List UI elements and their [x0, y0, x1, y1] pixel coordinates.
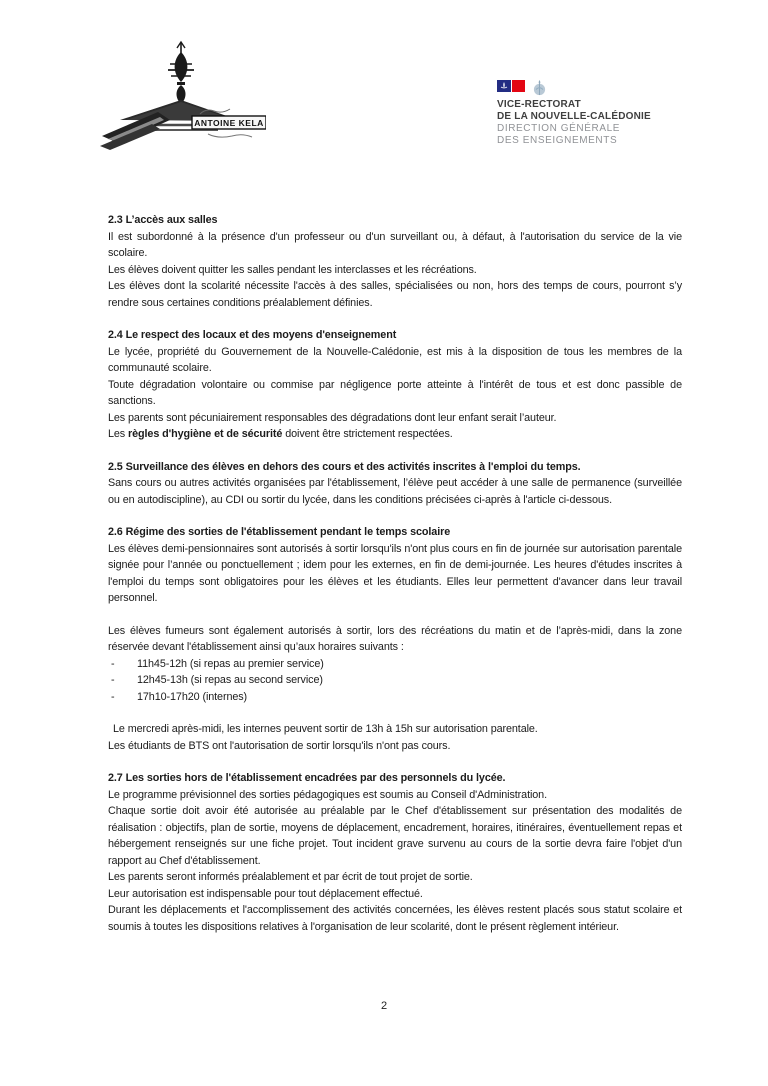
paragraph — [108, 426, 682, 443]
paragraph: Sans cours ou autres activités organisées par l'établissement, l’élève peut accéder à une salle de permanence (surveillée ou en autodiscipline), au CDI ou sortir du lycée, dans les conditions précisées ci-après à l'article ci-dessous. — [108, 477, 682, 506]
list-item — [108, 672, 682, 689]
fleche-faitiere-icon — [96, 40, 266, 160]
paragraph: Les élèves fumeurs sont également autorisés à sortir, lors des récréations du matin et de l’après-midi, dans la zone réservée devant l'établissement ainsi qu’aux horaires suivants : — [108, 624, 682, 653]
letterhead-emblems — [497, 80, 697, 96]
authority-line-1: VICE-RECTORAT — [497, 99, 581, 110]
paragraph: Les parents sont pécuniairement responsables des dégradations dont leur enfant serait l’auteur. — [108, 411, 557, 424]
section-2-5-title: 2.5 Surveillance des élèves en dehors des cours et des activités inscrites à l'emploi du temps. — [108, 460, 581, 473]
blank-line — [108, 607, 682, 623]
page-number: 2 — [380, 1000, 388, 1012]
paragraph: Chaque sortie doit avoir été autorisée au préalable par le Chef d'établissement sur présentation des modalités de réalisation : objectifs, plan de sortie, moyens de déplacement, encadrement, horaires, itinéraires, éventuellement repas et hébergement renseignés sur une fiche projet. Tout incident grave survenu au cours de la sortie devra faire l'objet d'un rapport au Chef d'établissement. — [108, 805, 682, 867]
paragraph: Le mercredi après-midi, les internes peuvent sortir de 13h à 15h sur autorisation parentale. — [113, 723, 538, 735]
paragraph: Durant les déplacements et l'accomplissement des activités concernées, les élèves restent placés sous statut scolaire et soumis à toutes les dispositions relatives à l'organisation de leur scolarité, dont le présent règlement intérieur. — [108, 904, 682, 933]
paragraph: Les élèves demi-pensionnaires sont autorisés à sortir lorsqu'ils n'ont plus cours en fin de journée sur autorisation parentale signée pour l’année ou ponctuellement ; idem pour les externes, en fin de demi-journée. Les heures d'études inscrites à l'emploi du temps sont obligatoires pour les élèves et les étudiants. Elles leur permettent d'avancer dans leur travail personnel. — [108, 542, 682, 604]
paragraph: Toute dégradation volontaire ou commise par négligence porte atteinte à l'intérêt de tous et est donc passible de sanctions. — [108, 378, 682, 407]
section-2-7-title: 2.7 Les sorties hors de l'établissement encadrées par des personnels du lycée. — [108, 772, 506, 784]
paragraph: Les étudiants de BTS ont l'autorisation de sortir lorsqu'ils n'ont pas cours. — [108, 739, 451, 752]
authority-line-2: DE LA NOUVELLE-CALÉDONIE — [497, 111, 651, 122]
paragraph: Les parents seront informés préalablement et par écrit de tout projet de sortie. — [108, 871, 473, 883]
vice-rectorat-letterhead — [497, 80, 697, 147]
list-dash: - — [111, 674, 115, 686]
paragraph-text: doivent être strictement respectées. — [282, 428, 453, 440]
paragraph: Les élèves dont la scolarité nécessite l'accès à des salles, spécialisées ou non, hors des temps de cours, pourront s’y rendre sous certaines conditions préalablement définies. — [108, 280, 682, 309]
school-logo — [96, 40, 266, 160]
schedule-list — [108, 656, 682, 706]
paragraph-text: Les — [108, 428, 129, 440]
paragraph: Leur autorisation est indispensable pour tout déplacement effectué. — [108, 887, 423, 900]
paragraph: Les élèves doivent quitter les salles pendant les interclasses et les récréations. — [108, 263, 477, 276]
authority-line-4: DES ENSEIGNEMENTS — [497, 135, 618, 146]
emphasized-text: règles d'hygiène et de sécurité — [128, 428, 283, 440]
list-dash: - — [111, 657, 115, 670]
blank-line — [108, 705, 682, 721]
section-2-3-title: 2.3 L’accès aux salles — [108, 214, 218, 226]
list-item — [108, 656, 682, 673]
paragraph: Il est subordonné à la présence d'un professeur ou d'un surveillant ou, à défaut, à l'autorisation du service de la vie scolaire. — [108, 230, 682, 259]
list-item — [108, 689, 682, 706]
list-item-text: 11h45-12h (si repas au premier service) — [137, 657, 324, 670]
list-dash: - — [111, 690, 115, 703]
paragraph: Le programme prévisionnel des sorties pédagogiques est soumis au Conseil d'Administration. — [108, 788, 547, 801]
authority-line-3: DIRECTION GÉNÉRALE — [497, 123, 621, 134]
paragraph: Le lycée, propriété du Gouvernement de la Nouvelle-Calédonie, est mis à la disposition de tous les membres de la communauté scolaire. — [108, 345, 682, 374]
school-name-label: ANTOINE KELA — [194, 118, 264, 128]
section-2-6-title: 2.6 Régime des sorties de l'établissement pendant le temps scolaire — [108, 526, 451, 538]
list-item-text: 17h10-17h20 (internes) — [137, 690, 248, 703]
nouvelle-caledonie-emblem-icon — [532, 80, 547, 96]
list-item-text: 12h45-13h (si repas au second service) — [137, 674, 323, 686]
french-flag-icon — [497, 80, 525, 92]
section-2-4-title: 2.4 Le respect des locaux et des moyens d'enseignement — [108, 329, 397, 341]
document-body — [108, 212, 682, 935]
